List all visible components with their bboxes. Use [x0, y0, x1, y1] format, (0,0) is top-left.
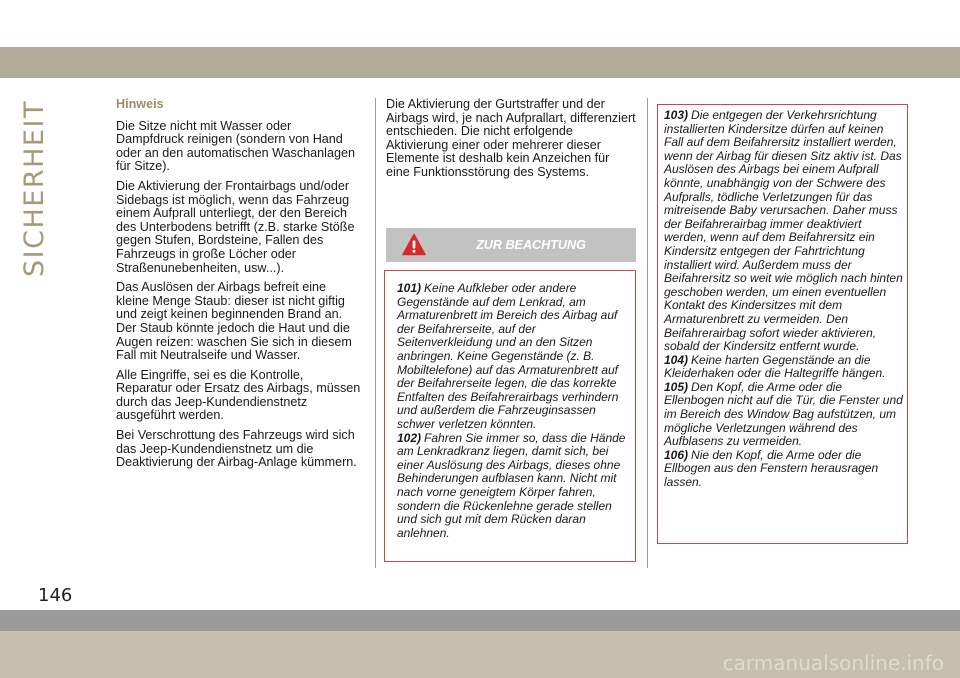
warning-text: Fahren Sie immer so, dass die Hände am Lenkradkranz liegen, damit sich, bei einer Auslösung des Airbags, dieses ohne Behinderungen aufblasen kann. Nicht mit nach vorne geneigtem Körper fahren, sondern die Rückenlehne gerade stellen und sich gut mit dem Rücken daran anlehnen.	[397, 430, 626, 540]
warning-item	[397, 282, 629, 432]
note-heading: Hinweis	[116, 97, 164, 111]
warning-header	[386, 228, 636, 262]
bottom-band-gray	[0, 610, 960, 631]
warning-item	[664, 354, 905, 381]
intro-paragraph: Die Aktivierung der Gurtstraffer und der Airbags wird, je nach Aufprallart, differenziert entschieden. Die nicht erfolgende Aktivierung einer oder mehrerer dieser Elemente ist deshalb kein Anzeichen für eine Funktionsstörung des Systems.	[386, 97, 636, 179]
warning-number: 105)	[664, 379, 689, 394]
warning-number: 101)	[397, 281, 422, 295]
warning-triangle-icon	[402, 233, 426, 256]
warning-text: Die entgegen der Verkehrsrichtung installierten Kindersitze dürfen auf keinen Fall auf dem Beifahrersitz installiert werden, wenn der Airbag für diesen Sitz aktiv ist. Das Auslösen des Airbags bei einem Aufprall könnte, unabhängig von der Schwere des Aufpralls, tödliche Verletzungen für das mitreisende Baby verursachen. Daher muss der Beifahrerairbag immer deaktiviert werden, wenn auf dem Beifahrersitz ein Kindersitz entgegen der Fahrtrichtung installiert wird. Außerdem muss der Beifahrersitz so weit wie möglich nach hinten geschoben werden, um einen eventuellen Kontakt des Kindersitzes mit dem Armaturenbrett zu vermeiden. Den Beifahrerairbag sofort wieder aktivieren, sobald der Kindersitz entfernt wurde.	[664, 108, 903, 354]
warning-box	[384, 270, 636, 562]
warning-text: Keine Aufkleber oder andere Gegenstände auf dem Lenkrad, am Armaturenbrett im Bereich des Airbag auf der Beifahrerseite, auf der Seitenverkleidung und an den Sitzen anbringen. Keine Gegenstände (z. B. Mobiltelefone) auf das Armaturenbrett auf der Beifahrerseite legen, die das korrekte Entfalten des Beifahrerairbags verhindern und außerdem die Fahrzeuginsassen schwer verletzen könnten.	[397, 281, 619, 431]
page-number: 146	[38, 585, 73, 606]
warning-item	[664, 449, 905, 490]
watermark: carmanualsonline.info	[722, 651, 944, 675]
warning-number: 103)	[664, 108, 689, 122]
warning-number: 102)	[397, 430, 422, 445]
section-title-text: SICHERHEIT	[18, 99, 50, 277]
top-band	[0, 47, 960, 78]
paragraph: Die Sitze nicht mit Wasser oder Dampfdruck reinigen (sondern von Hand oder an den automatischen Waschanlagen für Sitze).	[116, 118, 355, 174]
column-divider	[375, 98, 376, 568]
paragraph: Alle Eingriffe, sei es die Kontrolle, Reparatur oder Ersatz des Airbags, müssen durch das Jeep-Kundendienstnetz ausgeführt werden.	[116, 367, 361, 423]
warning-box-right	[657, 104, 908, 544]
warning-title: ZUR BEACHTUNG	[476, 238, 586, 252]
warning-text: Den Kopf, die Arme oder die Ellenbogen nicht auf die Tür, die Fenster und im Bereich des Window Bag aufstützen, um mögliche Verletzungen während des Aufblasens zu vermeiden.	[664, 379, 903, 449]
column-divider	[647, 98, 648, 568]
warning-number: 106)	[664, 447, 689, 462]
paragraph: Das Auslösen der Airbags befreit eine kleine Menge Staub: dieser ist nicht giftig und zeigt keinen beginnenden Brand an. Der Staub könnte jedoch die Haut und die Augen reizen: waschen Sie sich in diesem Fall mit Neutralseife und Wasser.	[116, 280, 352, 363]
warning-item	[664, 381, 905, 449]
warning-text: Nie den Kopf, die Arme oder die Ellbogen aus den Fenstern herausragen lassen.	[664, 447, 879, 490]
warning-item	[664, 109, 905, 354]
warning-text: Keine harten Gegenstände an die Kleiderhaken oder die Haltegriffe hängen.	[664, 352, 886, 381]
warning-number: 104)	[664, 352, 689, 367]
left-column	[116, 98, 362, 476]
section-title	[14, 99, 54, 277]
middle-column	[386, 98, 636, 186]
paragraph: Bei Verschrottung des Fahrzeugs wird sich das Jeep-Kundendienstnetz um die Deaktivierung der Airbag-Anlage kümmern.	[116, 428, 357, 470]
warning-item	[397, 432, 629, 541]
paragraph: Die Aktivierung der Frontairbags und/oder Sidebags ist möglich, wenn das Fahrzeug einem Aufprall unterliegt, der den Bereich des Unterbodens betrifft (z.B. starke Stöße gegen Stufen, Bordsteine, Fallen des Fahrzeugs in große Löcher oder Straßenunebenheiten, usw...).	[116, 178, 355, 275]
